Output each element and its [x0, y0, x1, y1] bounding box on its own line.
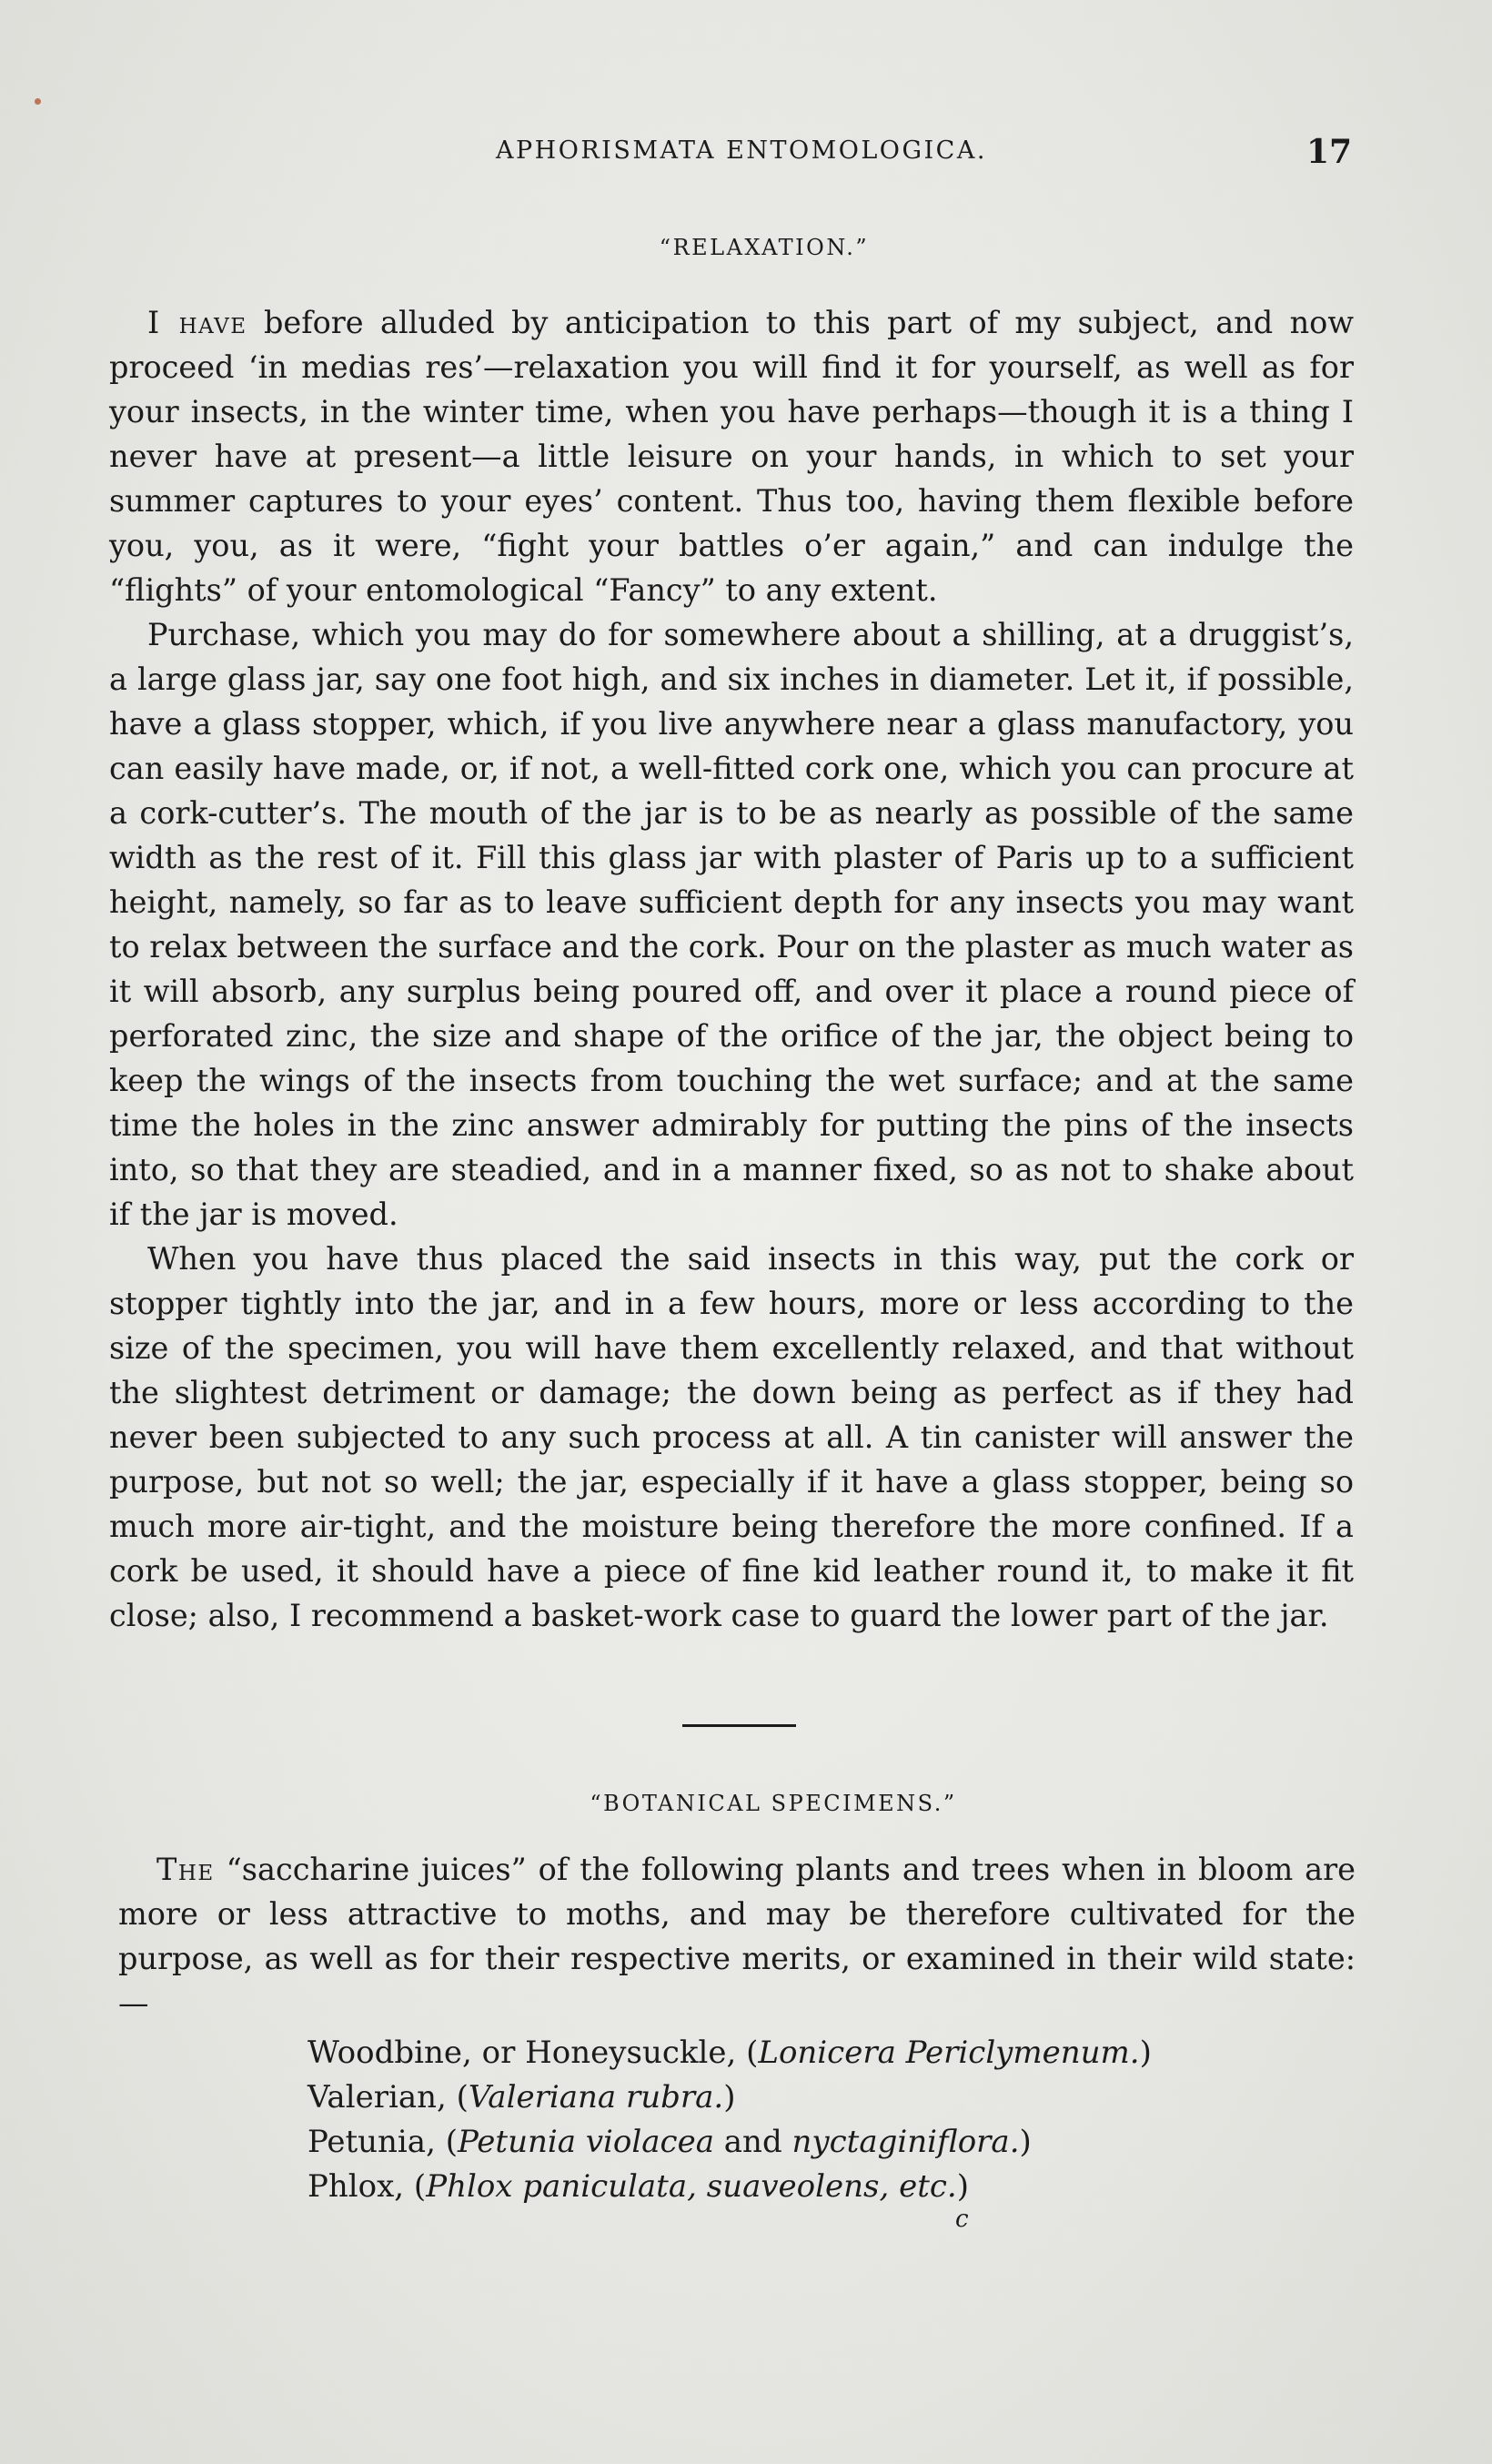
section-title-relaxation: “RELAXATION.” [659, 235, 870, 260]
plant-item: Phlox, (Phlox paniculata, suaveolens, etc.) [307, 2168, 969, 2205]
paragraph: Purchase, which you may do for somewhere about a shilling, at a druggist’s, a large glass jar, say one foot high, and six inches in diameter. Let it, if possible, have a glass stopper, which, if you live anywhere near a glass manufactory, you can easily have made, or, if not, a well-fitted cork one, which you can procure at a cork-cutter’s. The mouth of the jar is to be as nearly as possible of the same width as the rest of it. Fill this glass jar with plaster of Paris up to a sufficient height, namely, so far as to leave sufficient depth for any insects you may want to relax between the surface and the cork. Pour on the plaster as much water as it will absorb, any surplus being poured off, and over it place a round piece of perforated zinc, the size and shape of the orifice of the jar, the object being to keep the wings of the insects from touching the wet surface; and at the same time the holes in the zinc answer admirably for putting the pins of the insects into, so that they are steadied, and in a manner fixed, so as not to shake about if the jar is moved. [109, 617, 1354, 1232]
section-divider [682, 1724, 796, 1727]
plant-list [307, 2031, 1152, 2209]
plant-item: Valerian, (Valeriana rubra.) [307, 2079, 736, 2116]
plant-item: Woodbine, or Honeysuckle, (Lonicera Periclymenum.) [307, 2035, 1152, 2071]
page-number: 17 [1306, 133, 1353, 171]
paragraph [118, 1847, 1356, 2025]
paragraph: When you have thus placed the said insects in this way, put the cork or stopper tightly into the jar, and in a few hours, more or less according to the size of the specimen, you will have them excellently relaxed, and that without the slightest detriment or damage; the down being as perfect as if they had never been subjected to any such process at all. A tin canister will answer the purpose, but not so well; the jar, especially if it have a glass stopper, being so much more air-tight, and the moisture being therefore the more confined. If a cork be used, it should have a piece of fine kid leather round it, to make it fit close; also, I recommend a basket-work case to guard the lower part of the jar. [109, 1241, 1354, 1633]
botanical-body [118, 1847, 1356, 2025]
paragraph-lead: The [156, 1852, 215, 1887]
paragraph-lead: I have [147, 305, 247, 340]
signature-mark: c [955, 2206, 969, 2233]
paragraph-text: before alluded by anticipation to this part of my subject, and now proceed ‘in medias res’—relaxation you will find it for yourself, as well as for your insects, in the winter time, when you have perhaps—though it is a thing I never have at present—a little leisure on your hands, in which to set your summer captures to your eyes’ content. Thus too, having them flexible before you, you, as it were, “fight your battles o’er again,” and can indulge the “flights” of your entomological “Fancy” to any extent. [109, 305, 1354, 608]
plant-item: Petunia, (Petunia violacea and nyctaginiflora.) [307, 2124, 1032, 2160]
section-title-botanical: “BOTANICAL SPECIMENS.” [590, 1791, 957, 1816]
relaxation-body [109, 300, 1354, 1638]
paragraph-text: “saccharine juices” of the following plants and trees when in bloom are more or less attractive to moths, and may be therefore cultivated for the purpose, as well as for their respective merits, or examined in their wild state:— [118, 1852, 1356, 2021]
paper-speck [35, 98, 41, 105]
running-head: APHORISMATA ENTOMOLOGICA. [496, 136, 987, 165]
paragraph [109, 300, 1354, 612]
